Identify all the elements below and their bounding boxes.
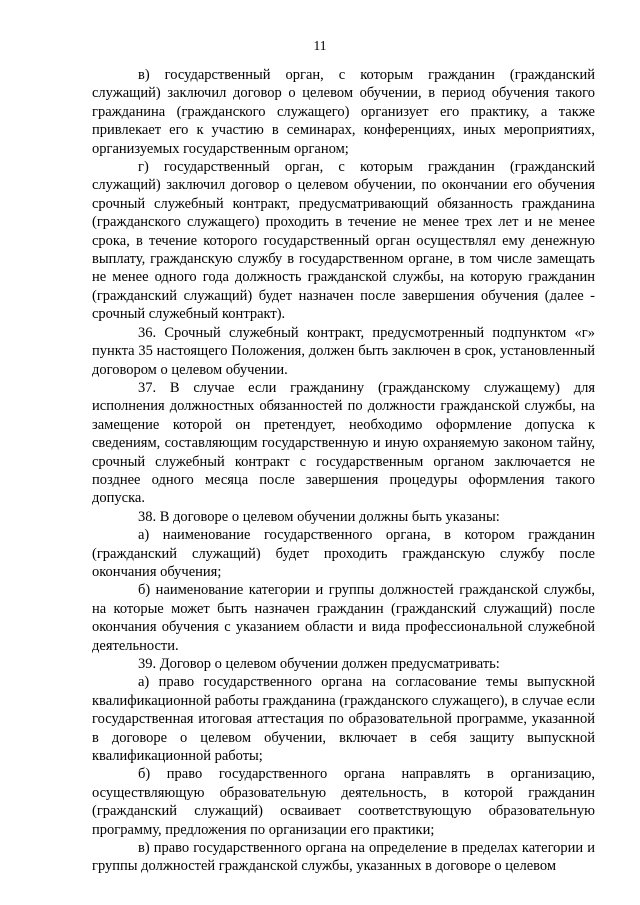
- page-number: 11: [313, 38, 327, 53]
- paragraph-35-v: в) государственный орган, с которым гражданин (гражданский служащий) заключил договор о целевом обучении, в период обучения такого гражданина (гражданского служащего) организует его практику, а также привлекает его к участию в семинарах, конференциях, иных мероприятиях, организуемых государственным органом;: [92, 67, 595, 157]
- paragraph-39-b: б) право государственного органа направлять в организацию, осуществляющую образовательную деятельность, в которой гражданин (гражданский служащий) осваивает соответствующую образовательную программу, предложения по организации его практики;: [92, 766, 595, 838]
- paragraph-39-a: а) право государственного органа на согласование темы выпускной квалификационной работы гражданина (гражданского служащего), в случае если государственная итоговая аттестация по образовательной программе, указанной в договоре о целевом обучении, включает в себя защиту выпускной квалификационной работы;: [92, 674, 595, 765]
- paragraph-38-b: б) наименование категории и группы должностей гражданской службы, на которые может быть назначен гражданин (гражданский служащий) после окончания обучения с указанием области и вида профессиональной служебной деятельности.: [92, 582, 595, 654]
- document-body: [92, 66, 595, 876]
- paragraph-39: 39. Договор о целевом обучении должен предусматривать:: [138, 656, 500, 672]
- paragraph-38-a: а) наименование государственного органа, в котором гражданин (гражданский служащий) будет проходить гражданскую службу после окончания обучения;: [92, 527, 595, 580]
- paragraph-39-v: в) право государственного органа на определение в пределах категории и группы должностей гражданской службы, указанных в договоре о целевом: [92, 840, 595, 875]
- paragraph-37: 37. В случае если гражданину (гражданскому служащему) для исполнения должностных обязанностей по должности гражданской службы, на замещение которой он претендует, необходимо оформление допуска к сведениям, составляющим государственную и иную охраняемую законом тайну, срочный служебный контракт с государственным органом заключается не позднее одного месяца после завершения процедуры оформления такого допуска.: [92, 379, 595, 507]
- paragraph-36: 36. Срочный служебный контракт, предусмотренный подпунктом «г» пункта 35 настоящего Положения, должен быть заключен в срок, установленный договором о целевом обучении.: [92, 324, 595, 378]
- paragraph-35-g: г) государственный орган, с которым гражданин (гражданский служащий) заключил договор о целевом обучении, по окончании его обучения срочный служебный контракт, предусматривающий обязанность гражданина (гражданского служащего) проходить в течение не менее трех лет и не менее срока, в течение которого государственный орган осуществлял ему денежную выплату, гражданскую службу в государственном органе, в том числе замещать не менее одного года должность гражданской службы, на которую гражданин (гражданский служащий) будет назначен после завершения обучения (далее - срочный служебный контракт).: [92, 159, 595, 323]
- paragraph-38: 38. В договоре о целевом обучении должны быть указаны:: [138, 508, 500, 525]
